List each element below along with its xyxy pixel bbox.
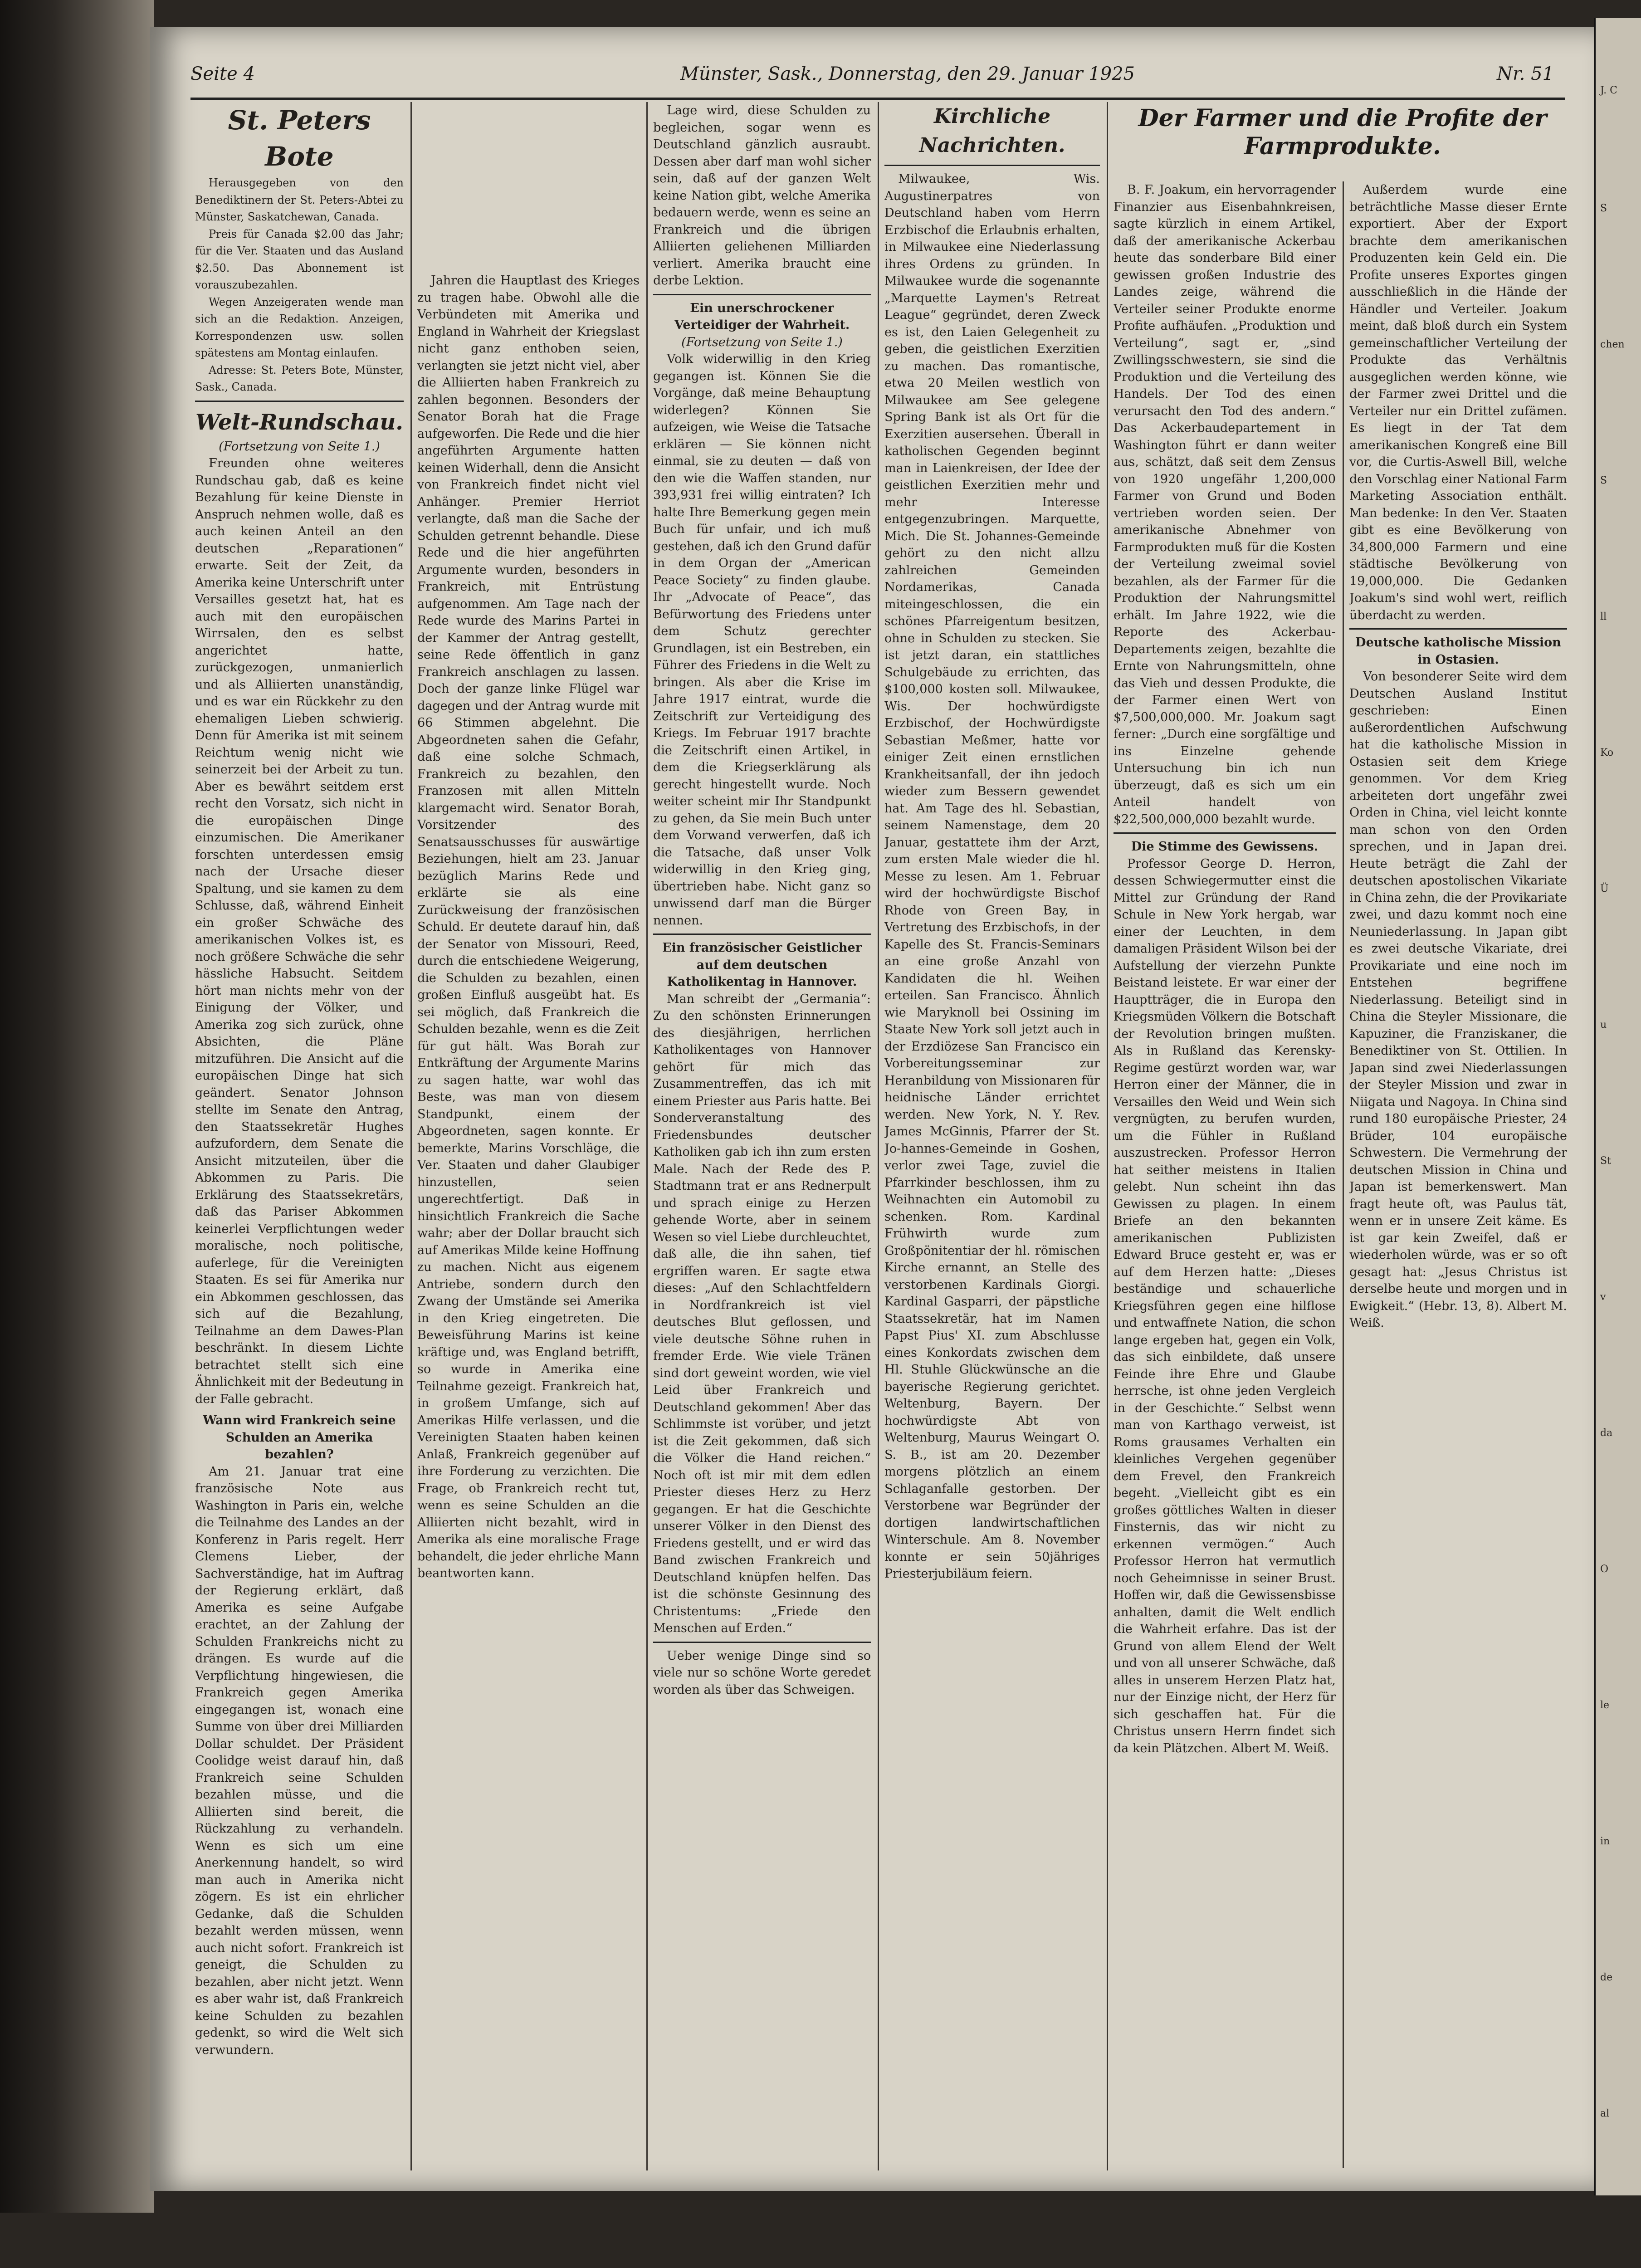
section-title: Kirchliche Nachrichten. xyxy=(919,105,1065,157)
article-headline: Ein französischer Geistlicher auf dem deutschen Katholikentag in Hannover. xyxy=(662,941,862,989)
column-5 xyxy=(1114,181,1336,2168)
adjacent-page-edge xyxy=(1594,18,1641,2195)
article-body: Freunden ohne weiteres Rundschau gab, daß es keine Bezahlung für keine Dienste in Anspruch nehmen wolle, daß es auch keinen Anteil an den deutschen „Reparationen“ erwarte. Seit der Zeit, da Amerika keine Unterschrift unter Versailles gesetzt hat, hat es auch mit den europäischen Wirrsalen, den es selbst angerichtet hatte, zurückgezogen, unmanierlich und als Alliierten unanständig, und es war ein Rückkehr zu den ehemaligen Lieben schwierig. Denn für Amerika ist mit seinem Reichtum wenig nicht wie seinerzeit bei der Arbeit zu tun. Aber es bewährt seitdem erst recht den Vorsatz, sich nicht in die europäischen Dinge einzumischen. Die Amerikaner forschten unterdessen emsig nach der Ursache dieser Spaltung, und sie kamen zu dem Schlusse, daß, während Einheit ein großer Schwäche des amerikanischen Volkes ist, es noch größere Schwäche die sehr hässliche Habsucht. Seitdem hört man nichts mehr von der Einigung der Völker, und Amerika zog sich zurück, ohne Absichten, die Pläne mitzuführen. Die Ansicht auf die europäischen Dinge hat sich geändert. Senator Johnson stellte im Senate den Antrag, den Staatssekretär Hughes aufzufordern, dem Senate die Ansicht mitzuteilen, über die Abkommen zu Paris. Die Erklärung des Staatssekretärs, daß das Pariser Abkommen keinerlei Verpflichtungen weder moralische, noch politische, auferlege, für die Vereinigten Staaten. Es sei für Amerika nur ein Abkommen geschlossen, das sich auf die Bezahlung, Teilnahme an dem Dawes-Plan beschränkt. In diesem Lichte betrachtet stellt sich eine Ähnlichkeit mit der Bedeutung in der Falle gebracht. xyxy=(195,456,404,1406)
adjacent-text: S xyxy=(1600,203,1607,214)
column-2 xyxy=(417,272,640,2268)
article-body: Außerdem wurde eine beträchtliche Masse dieser Ernte exportiert. Aber der Export brachte dem amerikanischen Produzenten kein Geld ein. Die Profite unseres Exportes gingen ausschließlich in die Hände der Händler und Verteiler. Joakum meint, daß bloß durch ein System gemeinschaftlicher Verteilung der Produkte das Verhältnis ausgeglichen werden könne, wie der Farmer zwei Drittel und die Verteiler nur ein Drittel zufämen. Es liegt in der Tat dem amerikanischen Kongreß eine Bill vor, die Curtis-Aswell Bill, welche den Vorschlag einer National Farm Marketing Association enthält. Man bedenke: In den Ver. Staaten gibt es eine Bevölkerung von 34,800,000 Farmern und eine städtische Bevölkerung von 19,000,000. Die Gedanken Joakum's sind wohl wert, reiflich überdacht zu werden. xyxy=(1349,183,1567,622)
article-headline: Deutsche katholische Mission in Ostasien. xyxy=(1355,635,1561,667)
publisher-line: Herausgegeben von den Benediktinern der St. Peters-Abtei zu Münster, Saskatchewan, Canada. xyxy=(195,176,404,223)
page-label: Seite 4 xyxy=(190,64,255,84)
article-body: Man schreibt der „Germania“: Zu den schönsten Erinnerungen des diesjährigen, herrlichen Katholikentages von Hannover gehört für mich das Zusammentreffen, das ich mit einem Priester aus Paris hatte. Bei Sonderveranstaltung des Friedensbundes deutscher Katholiken gab ich ihn zum ersten Male. Nach der Rede des P. Stadtmann trat er ans Rednerpult und sprach einige zu Herzen gehende Worte, aber in seinem Wesen so viel Liebe durchleuchtet, daß alle, die ihn sahen, tief ergriffen waren. Er sagte etwa dieses: „Auf den Schlachtfeldern in Nordfrankreich ist viel deutsches Blut geflossen, und viele deutsche Söhne ruhen in fremder Erde. Wie viele Tränen sind dort geweint worden, wie viel Leid über Frankreich und Deutschland gekommen! Aber das Schlimmste ist vorüber, und jetzt ist die Zeit gekommen, daß sich die Völker die Hand reichen.“ Noch oft ist mir mit dem edlen Priester dieses Herz zu Herz gegangen. Er hat die Geschichte unserer Völker in den Dienst des Friedens gestellt, und er wird das Band zwischen Frankreich und Deutschland knüpfen helfen. Das ist die schönste Gesinnung des Christentums: „Friede den Menschen auf Erden.“ xyxy=(653,992,871,1635)
column-rule xyxy=(878,102,879,2170)
column-6 xyxy=(1349,181,1567,2168)
article-body: Am 21. Januar trat eine französische Note aus Washington in Paris ein, welche die Teilnahme des Landes an der Konferenz in Paris regelt. Herr Clemens Lieber, der Sachverständige, hat im Auftrag der Regierung erklärt, daß Amerika es seine Aufgabe erachtet, an der Zahlung der Schulden Frankreichs nicht zu drängen. Es wurde auf die Verpflichtung hingewiesen, die Frankreich gegen Amerika eingegangen ist, wonach eine Summe von über drei Milliarden Dollar schuldet. Der Präsident Coolidge weist darauf hin, daß Frankreich seine Schulden bezahlen müsse, und die Alliierten sind bereit, die Rückzahlung zu verhandeln. Wenn es sich um eine Anerkennung handelt, so wird man auch in Amerika nicht zögern. Es ist ein ehrlicher Gedanke, daß die Schulden bezahlt werden müssen, wenn auch nicht sofort. Frankreich ist geneigt, die Schulden zu bezahlen, aber nicht jetzt. Wenn es aber wahr ist, daß Frankreich keine Schulden zu bezahlen gedenkt, so wird die Welt sich verwundern. xyxy=(195,1464,404,2057)
subhead: Wann wird Frankreich seine Schulden an Amerika bezahlen? xyxy=(203,1413,396,1461)
address-line: Adresse: St. Peters Bote, Münster, Sask., Canada. xyxy=(195,363,404,393)
adjacent-text: v xyxy=(1600,1291,1606,1303)
divider xyxy=(1114,832,1336,834)
adjacent-text: in xyxy=(1600,1836,1610,1847)
dateline: Münster, Sask., Donnerstag, den 29. Januar 1925 xyxy=(680,64,1135,84)
adjacent-text: St xyxy=(1600,1155,1611,1167)
adjacent-text: u xyxy=(1600,1019,1607,1031)
column-rule xyxy=(1107,102,1108,2170)
article-headline: Die Stimme des Gewissens. xyxy=(1131,840,1319,854)
divider xyxy=(653,1642,871,1643)
adjacent-text: al xyxy=(1600,2108,1610,2119)
adjacent-text: S xyxy=(1600,475,1607,486)
divider xyxy=(653,294,871,295)
continued-note: (Fortsetzung von Seite 1.) xyxy=(681,335,843,349)
book-binding xyxy=(0,0,154,2213)
column-rule xyxy=(646,102,648,2170)
article-body: B. F. Joakum, ein hervorragender Finanzier aus Eisenbahnkreisen, sagte kürzlich in einem Artikel, daß der amerikanische Ackerbau heute das sonderbare Bild einer gewissen großen Industrie des Landes zeige, während die Verteiler seiner Produkte enorme Profite aufhäufen. „Produktion und Verteilung“, sagt er, „sind Zwillingsschwestern, sie sind die Produktion und die Verteilung des Handels. Der Tod des einen verursacht den Tod des andern.“ Das Ackerbaudepartement in Washington führt er dann weiter aus, schätzt, daß seit dem Zensus von 1920 ungefähr 1,200,000 Farmer von Grund und Boden vertrieben worden seien. Der amerikanische Abnehmer von Farmprodukten muß für die Kosten der Verteilung zweimal soviel bezahlen, als der Farmer für die Produktion der Nahrungsmittel erhält. Im Jahre 1922, wie die Reporte des Ackerbau-Departements zeigen, bezahlte die Ernte von Nahrungsmitteln, ohne das Vieh und dessen Produkte, die der Farmer einen Wert von $7,500,000,000. Mr. Joakum sagt ferner: „Durch eine sorgfältige und ins Einzelne gehende Untersuchung bin ich nun überzeugt, daß es sich um ein Anteil handelt von $22,500,000,000 bezahlt wurde. xyxy=(1114,183,1336,826)
divider xyxy=(884,165,1100,166)
adjacent-text: de xyxy=(1600,1972,1613,1983)
adjacent-text: da xyxy=(1600,1427,1613,1439)
adjacent-text: chen xyxy=(1600,339,1625,350)
subscription-price: Preis für Canada $2.00 das Jahr; für die Ver. Staaten und das Ausland $2.50. Das Abonnement ist vorauszubezahlen. xyxy=(195,227,404,291)
header-rule xyxy=(190,98,1565,100)
article-body: Von besonderer Seite wird dem Deutschen Ausland Institut geschrieben: Einen außerordentlichen Aufschwung hat die katholische Mission in Ostasien seit dem Kriege genommen. Vor dem Krieg arbeiteten dort ungefähr zwei Orden in China, viel leicht konnte man schon von den Orden sprechen, und in Japan drei. Heute beträgt die Zahl der deutschen apostolischen Vikariate in China zehn, die der Provikariate zwei, und dazu kommt noch eine Neuniederlassung. In Japan gibt es zwei deutsche Vikariate, drei Provikariate und eine noch im Entstehen begriffene Niederlassung. Beteiligt sind in China die Steyler Missionare, die Kapuziner, die Franziskaner, die Benediktiner von St. Ottilien. In Japan sind zwei Niederlassungen der Steyler Mission und zwar in Niigata und Nagoya. In China sind rund 180 europäische Priester, 24 Brüder, 104 europäische Schwestern. Die Vermehrung der deutschen Mission in China und Japan ist bemerkenswert. Man fragt heute oft, was Paulus tät, wenn er in unsere Zeit käme. Es ist gar kein Zweifel, daß er wiederholen würde, was er so oft gesagt hat: „Jesus Christus ist derselbe heute und morgen und in Ewigkeit.“ (Hebr. 13, 8). Albert M. Weiß. xyxy=(1349,670,1567,1330)
page-header xyxy=(190,64,1565,95)
column-1 xyxy=(195,102,404,2170)
divider xyxy=(1349,628,1567,630)
section-title: Welt-Rundschau. xyxy=(195,409,403,435)
article-body: Jahren die Hauptlast des Krieges zu tragen habe. Obwohl alle die Verbündeten mit Amerika und England in Wahrheit der Kriegslast nicht ganz enthoben seien, verlangten sie jetzt nicht viel, aber die Alliierten haben Frankreich zu zahlen begonnen. Besonders der Senator Borah hat die Frage aufgeworfen. Die Rede und die hier angeführten Argumente hatten keinen Widerhall, denn die Ansicht von Frankreich findet nicht viel Anhänger. Premier Herriot verlangte, daß man die Sache der Schulden getrennt behandle. Diese Rede und die hier angeführten Argumente wurden, besonders in Frankreich, mit Entrüstung aufgenommen. Am Tage nach der Rede wurde des Marins Partei in der Kammer der Antrag gestellt, seine Rede öffentlich in ganz Frankreich anschlagen zu lassen. Doch der ganze linke Flügel war dagegen und der Antrag wurde mit 66 Stimmen abgelehnt. Die Abgeordneten sahen die Gefahr, daß eine solche Schmach, Frankreich zu bezahlen, den Franzosen mit allen Mitteln klargemacht wird. Senator Borah, Vorsitzender des Senatsausschusses für auswärtige Beziehungen, hielt am 23. Januar bezüglich Marins Rede und erklärte sie als eine Zurückweisung der französischen Schuld. Er deutete darauf hin, daß der Senator von Missouri, Reed, durch die entschiedene Weigerung, die Schulden zu bezahlen, einen großen Einfluß ausgeübt hat. Es sei möglich, daß Frankreich die Schulden bezahle, wenn es die Zeit für gut hält. Was Borah zur Entkräftung der Argumente Marins zu sagen hatte, war wohl das Beste, was man von diesem Standpunkt, einem der Abgeordneten, sagen konnte. Er bemerkte, Marins Vorschläge, die Ver. Staaten und daher Glaubiger hinzustellen, seien ungerechtfertigt. Daß in hinsichtlich Frankreich die Sache wahr; aber der Dollar braucht sich auf Amerikas Milde keine Hoffnung zu machen. Nicht aus eigenem Antriebe, sondern durch den Zwang der Umstände sei Amerika in den Krieg eingetreten. Die Beweisführung Marins ist keine kräftige und, was England betrifft, so wurde in Amerika eine Teilnahme gezeigt. Frankreich hat, in großem Umfange, sich auf Amerikas Hilfe verlassen, und die Vereinigten Staaten haben keinen Anlaß, Frankreich gegenüber auf ihre Forderung zu verzichten. Die Frage, ob Frankreich recht tut, wenn es seine Schulden an die Alliierten nicht bezahlt, wird in Amerika als eine moralische Frage behandelt, die jeder ehrliche Mann beantworten kann. xyxy=(417,274,640,1580)
adjacent-text: ll xyxy=(1600,611,1607,622)
adjacent-text: Ko xyxy=(1600,747,1614,758)
column-3 xyxy=(653,102,871,2170)
article-body: Milwaukee, Wis. Augustinerpatres von Deutschland haben vom Herrn Erzbischof die Erlaubnis erhalten, in Milwaukee eine Niederlassung ihres Ordens zu gründen. In Milwaukee wurde die sogenannte „Marquette Laymen's Retreat League“ gegründet, deren Zweck es ist, den Laien Gelegenheit zu geben, die geistlichen Exerzitien zu machen. Das romantische, etwa 20 Meilen westlich von Milwaukee am See gelegene Spring Bank ist als Ort für die Exerzitien ausersehen. Überall in katholischen Gegenden beginnt man in Laienkreisen, der Idee der geistlichen Exerzitien mehr und mehr Interesse entgegenzubringen. Marquette, Mich. Die St. Johannes-Gemeinde gehört zu den nicht allzu zahlreichen Gemeinden Nordamerikas, Canada miteingeschlossen, die ein schönes Pfarreigentum besitzen, ohne in Schulden zu stecken. Sie ist jetzt daran, ein stattliches Schulgebäude zu errichten, das $100,000 kosten soll. Milwaukee, Wis. Der hochwürdigste Erzbischof, der Hochwürdigste Sebastian Meßmer, hatte vor einiger Zeit einen ernstlichen Krankheitsanfall, der ihn jedoch wieder zum Bessern gewendet hat. Am Tage des hl. Sebastian, seinem Namenstage, dem 20 Januar, gestattete ihm der Arzt, zum ersten Male wieder die hl. Messe zu lesen. Am 1. Februar wird der hochwürdigste Bischof Rhode von Green Bay, in Vertretung des Erzbischofs, in der Kapelle des St. Francis-Seminars an eine große Anzahl von Kandidaten die hl. Weihen erteilen. San Francisco. Ähnlich wie Maryknoll bei Ossining im Staate New York soll jetzt auch in der Erzdiözese San Francisco ein Vorbereitungsseminar zur Heranbildung von Missionaren für heidnische Länder errichtet werden. New York, N. Y. Rev. James McGinnis, Pfarrer der St. Jo-hannes-Gemeinde in Goshen, verlor zwei Tage, zuviel die Pfarrkinder beschlossen, ihm zu Weihnachten ein Automobil zu schenken. Rom. Kardinal Frühwirth wurde zum Großpönitentiar der hl. römischen Kirche ernannt, an Stelle des verstorbenen Kardinals Giorgi. Kardinal Gasparri, der päpstliche Staatssekretär, hat im Namen Papst Pius' XI. zum Abschlusse eines Konkordats zwischen dem Hl. Stuhle Glückwünsche an die bayerische Regierung gerichtet. Weltenburg, Bayern. Der hochwürdigste Abt von Weltenburg, Maurus Weingart O. S. B., ist am 20. Dezember morgens plötzlich an einem Schlaganfalle gestorben. Der Verstorbene war Begründer der dortigen landwirtschaftlichen Winterschule. Am 8. November konnte er sein 50jähriges Priesterjubiläum feiern. xyxy=(884,172,1100,1581)
article-body: Lage wird, diese Schulden zu begleichen, sogar wenn es Deutschland gänzlich ausraubt. Dessen aber darf man wohl sicher sein, daß auf der ganzen Welt keine Nation gibt, welche Amerika bedauern werde, wenn es seine an Frankreich und die übrigen Alliierten geliehenen Milliarden verliert. Amerika braucht eine derbe Lektion. xyxy=(653,103,871,288)
adjacent-text: Ü xyxy=(1600,883,1609,894)
banner-headline: Der Farmer und die Profite der Farmprodukte. xyxy=(1138,104,1547,160)
closing-quote: Ueber wenige Dinge sind so viele nur so schöne Worte geredet worden als über das Schweigen. xyxy=(653,1648,871,1697)
masthead: St. Peters Bote xyxy=(228,105,371,172)
column-4 xyxy=(884,102,1100,2170)
adjacent-text: O xyxy=(1600,1564,1609,1575)
article-body: Volk widerwillig in den Krieg gegangen ist. Können Sie die Vorgänge, daß meine Behauptung widerlegen? Können Sie aufzeigen, wie Weise die Tatsache erklären — Sie können nicht einmal, sie zu deuten — daß von den wie die Waffen standen, nur 393,931 frei willig eintraten? Ich halte Ihre Bemerkung gegen mein Buch für unfair, und ich muß gestehen, daß ich den Grund dafür in dem Organ der „American Peace Society“ zu finden glaube. Ihr „Advocate of Peace“, das Befürwortung des Friedens unter dem Schutz gerechter Grundlagen, ist ein Bestreben, ein Führer des Friedens in die Welt zu bringen. Als aber die Krise im Jahre 1917 eintrat, wurde die Zeitschrift zur Verteidigung des Kriegs. Im Februar 1917 brachte die Zeitschrift einen Artikel, in dem die Kriegserklärung als gerecht hingestellt wurde. Noch weiter scheint mir Ihr Standpunkt zu gehen, da Sie mein Buch unter dem Vorwand verwerfen, daß ich die Tatsache, daß unser Volk widerwillig in den Krieg ging, übertrieben habe. Nicht ganz so unwissend darf man die Bürger nennen. xyxy=(653,352,871,928)
column-rule xyxy=(410,102,412,2170)
divider xyxy=(653,934,871,935)
article-headline: Ein unerschrockener Verteidiger der Wahrheit. xyxy=(674,301,850,332)
issue-number: Nr. 51 xyxy=(1497,64,1554,84)
article-body: Professor George D. Herron, dessen Schwiegermutter einst die Mittel zur Gründung der Rand Schule in New York hergab, war einer der Leuchten, in dem damaligen Präsident Wilson bei der Aufstellung der vierzehn Punkte Beistand leistete. Er war einer der Hauptträger, die in Europa den Kriegsmüden Völkern die Botschaft der Revolution bringen mußten. Als in Rußland das Kerensky-Regime gestürzt worden war, war Herron einer der Männer, die in Versailles den Weid und Wein sich vergnügten, zu berufen wurden, um die Fühler in Rußland auszustrecken. Professor Herron hat seither meistens in Italien gelebt. Nun scheint ihn das Gewissen zu plagen. In einem Briefe an den bekannten amerikanischen Publizisten Edward Bruce gesteht er, was er auf dem Herzen hatte: „Dieses beständige und schauerliche Kriegsführen gegen eine hilflose und entwaffnete Nation, die schon lange ergeben hat, gegen ein Volk, das sich einbildete, daß unsere Feinde ihre Ehre und Glaube herrsche, ist ohne jeden Vergleich in der Geschichte.“ Selbst wenn man von Karthago verweist, ist Roms grausames Verhalten ein kleinliches Vergehen gegenüber dem Frevel, den Frankreich begeht. „Vielleicht gibt es ein großes göttliches Walten in dieser Finsternis, das wir nicht zu erkennen vermögen.“ Auch Professor Herron hat vermutlich noch Geheimnisse in seiner Brust. Hoffen wir, daß die Gewissensbisse anhalten, damit die Welt endlich die Wahrheit erfahre. Das ist der Grund von allem Elend der Welt und von all unserer Schwäche, daß alles in unserem Herzen Platz hat, nur der Einzige nicht, der Herz für sich geschaffen hat. Für die Christus unsern Herrn findet sich da kein Plätzchen. Albert M. Weiß. xyxy=(1114,856,1336,1755)
continued-note: (Fortsetzung von Seite 1.) xyxy=(219,439,380,454)
column-rule xyxy=(1343,181,1344,2168)
ads-notice: Wegen Anzeigeraten wende man sich an die Redaktion. Anzeigen, Korrespondenzen usw. sollen spätestens am Montag einlaufen. xyxy=(195,295,404,359)
adjacent-text: le xyxy=(1600,1700,1610,1711)
adjacent-text: J. C xyxy=(1600,85,1617,96)
divider xyxy=(195,401,404,402)
